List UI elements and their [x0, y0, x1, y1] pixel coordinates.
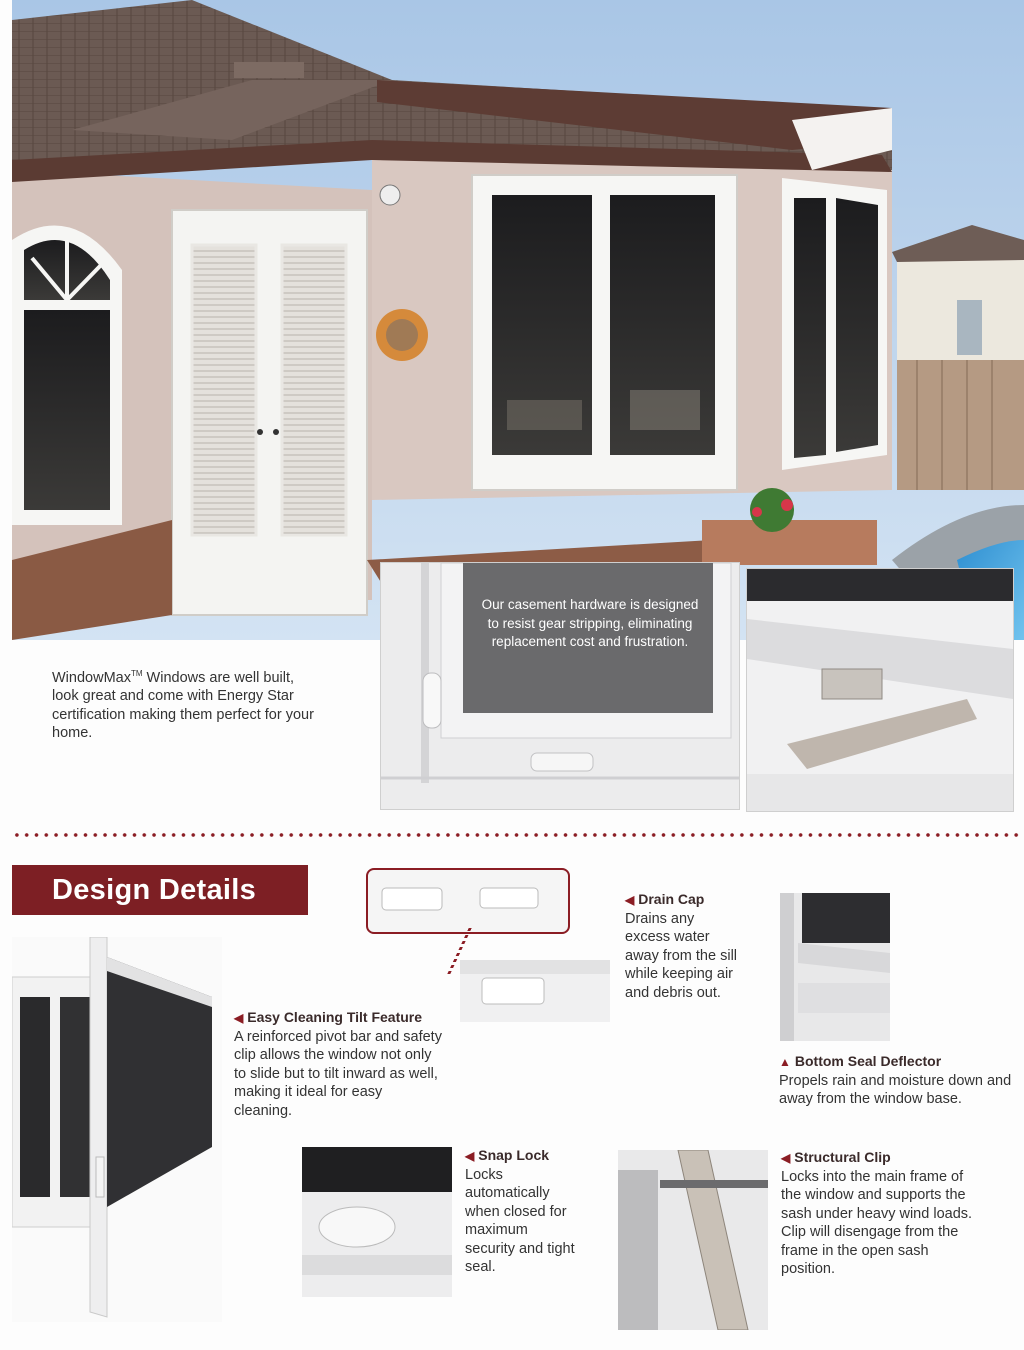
hero-caption: [52, 665, 314, 743]
arrow-left-icon: ◀: [781, 1151, 791, 1165]
hero-caption-body: Windows are well built, look great and come with Energy Star certification making them perfect for your home.: [52, 669, 314, 742]
tilt-window-photo: [12, 937, 222, 1322]
drain-cap-title: ◀ Drain Cap: [625, 891, 705, 907]
bottom-seal-illustration: [780, 893, 890, 1041]
bottom-seal-body: Propels rain and moisture down and away from the window base.: [779, 1072, 1012, 1107]
structural-clip-feature: [781, 1148, 981, 1279]
tilt-body: A reinforced pivot bar and safety clip allows the window not only to slide but to tilt inward as well, making it ideal for easy cleaning.: [234, 1028, 442, 1119]
drain-cap-illustration: [368, 870, 568, 932]
drain-cap-photo: [366, 868, 570, 934]
snap-lock-feature: [465, 1146, 577, 1277]
tilt-window-illustration: [12, 937, 222, 1322]
bottom-seal-photo: [780, 893, 890, 1041]
structural-clip-photo: [618, 1150, 768, 1330]
gear-operator-illustration: [747, 569, 1013, 811]
arrow-left-icon: ◀: [625, 893, 635, 907]
arrow-left-icon: ◀: [234, 1011, 244, 1025]
casement-overlay-text: Our casement hardware is designed to resist gear stripping, eliminating replacement cost and frustration.: [481, 597, 699, 649]
structural-clip-title: ◀ Structural Clip: [781, 1149, 891, 1165]
snap-lock-illustration: [302, 1147, 452, 1297]
brand-name: WindowMax: [52, 669, 131, 686]
bottom-seal-title: ▲ Bottom Seal Deflector: [779, 1053, 942, 1069]
house-illustration: [12, 0, 1024, 640]
structural-clip-illustration: [618, 1150, 768, 1330]
drain-cap-feature: [625, 890, 740, 1002]
hero-house-photo: [12, 0, 1024, 640]
snap-lock-title: ◀ Snap Lock: [465, 1147, 550, 1163]
drain-cap-installed-photo: [460, 960, 610, 1022]
bottom-seal-feature: [779, 1052, 1019, 1109]
drain-cap-body: Drains any excess water away from the sill while keeping air and debris out.: [625, 910, 738, 1001]
snap-lock-body: Locks automatically when closed for maximum security and tight seal.: [465, 1166, 575, 1275]
arrow-up-icon: ▲: [779, 1055, 791, 1069]
snap-lock-photo: [302, 1147, 452, 1297]
trademark-mark: TM: [130, 669, 143, 678]
casement-hardware-photo: [380, 562, 740, 810]
drain-cap-sill-illustration: [460, 960, 610, 1022]
arrow-left-icon: ◀: [465, 1149, 475, 1163]
structural-clip-body: Locks into the main frame of the window and supports the sash under heavy wind loads. Clip will disengage from the frame in the open sash position.: [781, 1168, 973, 1277]
tilt-feature: [234, 1008, 444, 1120]
tilt-title: ◀ Easy Cleaning Tilt Feature: [234, 1009, 423, 1025]
gear-operator-photo: [746, 568, 1014, 812]
design-details-heading: Design Details: [12, 865, 308, 915]
dotted-divider: [12, 832, 1024, 838]
